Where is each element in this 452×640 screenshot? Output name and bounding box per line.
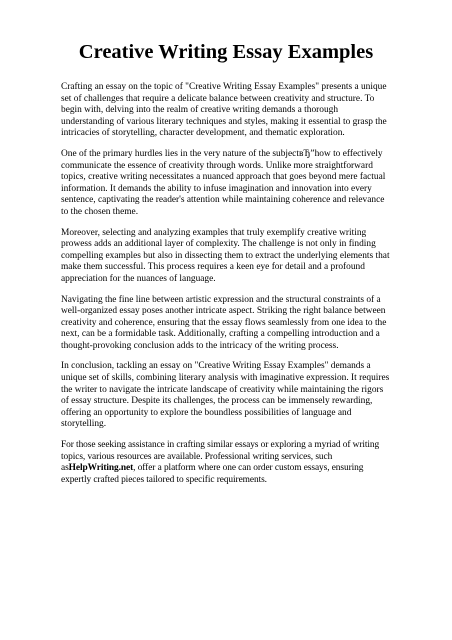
document-body bbox=[61, 82, 393, 495]
document-title: Creative Writing Essay Examples bbox=[78, 41, 374, 63]
paragraph-1: Crafting an essay on the topic of "Creative Writing Essay Examples" presents a unique set of challenges that require a delicate balance between creativity and structure. To begin with, delving into the realm of creative writing demands a thorough understanding of various literary techniques and styles, making it essential to grasp the intricacies of storytelling, character development, and thematic exploration. bbox=[61, 82, 387, 139]
paragraph-3: Moreover, selecting and analyzing examples that truly exemplify creative writing prowess adds an additional layer of complexity. The challenge is not only in finding compelling examples but also in dissecting them to extract the underlying elements that make them successful. This process requires a keen eye for detail and a profound appreciation for the nuances of language. bbox=[61, 227, 390, 284]
helpwriting-link[interactable]: HelpWriting.net bbox=[68, 463, 134, 474]
paragraph-6-text-after: , offer a platform where one can order custom essays, ensuring expertly crafted pieces tailored to specific requirements. bbox=[61, 463, 364, 485]
paragraph-2: One of the primary hurdles lies in the very nature of the subjectвЂ”how to effectively communicate the essence of creativity through words. Unlike more straightforward topics, creative writing necessitates a nuanced approach that goes beyond mere factual information. It demands the ability to infuse imagination and innovation into every sentence, captivating the reader's attention while maintaining coherence and relevance to the chosen theme. bbox=[61, 148, 386, 217]
paragraph-5: In conclusion, tackling an essay on "Creative Writing Essay Examples" demands a unique set of skills, combining literary analysis with imaginative expression. It requires the writer to navigate the intricate landscape of creativity while maintaining the rigors of essay structure. Despite its challenges, the process can be immensely rewarding, offering an opportunity to explore the boundless possibilities of language and storytelling. bbox=[61, 361, 390, 430]
paragraph-6-text-before: For those seeking assistance in crafting similar essays or exploring a myriad of writing topics, various resources are available. Professional writing services, such as bbox=[61, 440, 380, 474]
paragraph-4: Navigating the fine line between artistic expression and the structural constraints of a well-organized essay poses another intricate aspect. Striking the right balance between creativity and coherence, ensuring that the essay flows seamlessly from one idea to the next, can be a formidable task. Additionally, crafting a compelling introduction and a thought-provoking conclusion adds to the intricacy of the writing process. bbox=[61, 294, 387, 351]
paragraph-6 bbox=[61, 440, 393, 486]
